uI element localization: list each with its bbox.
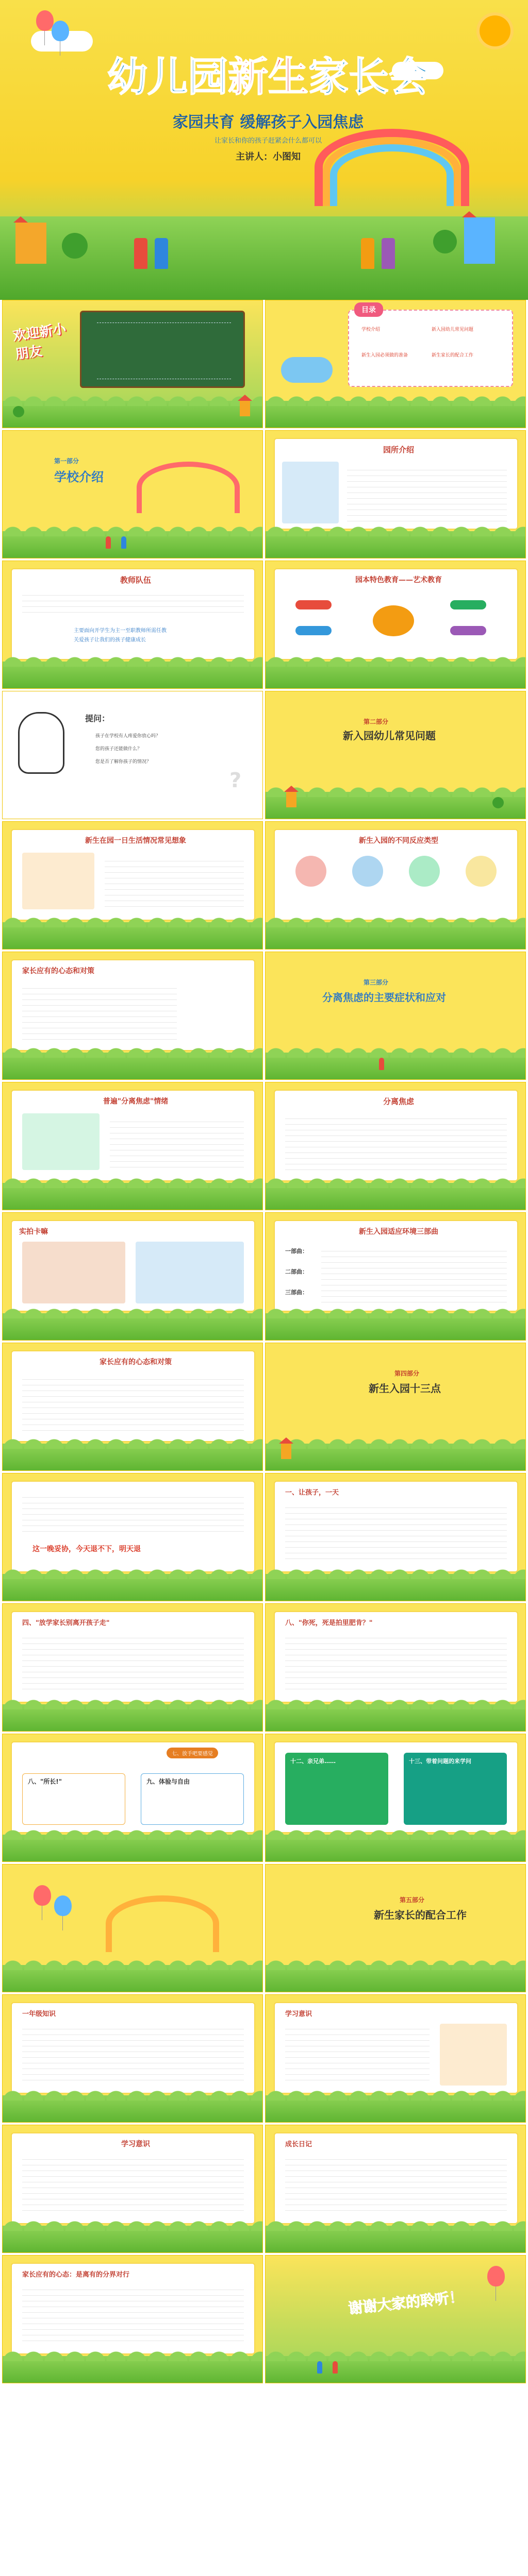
point-title: 十三、带着问题的来学问 bbox=[409, 1758, 471, 1765]
slide-art-education[interactable] bbox=[265, 561, 526, 689]
part-label: 第四部分 bbox=[394, 1370, 420, 1377]
content-card bbox=[274, 568, 518, 660]
mindmap-center bbox=[373, 605, 414, 636]
content-card bbox=[11, 568, 255, 660]
slide-part-5[interactable] bbox=[265, 1864, 526, 1992]
mascot-icon bbox=[18, 712, 64, 774]
ground bbox=[266, 922, 525, 949]
slide-parent-attitude[interactable] bbox=[2, 2255, 263, 2383]
card-title: 八、"你死，死是拍里肥肯？" bbox=[285, 1619, 373, 1627]
slide-point-8[interactable] bbox=[265, 1603, 526, 1732]
step-label: 三部曲： bbox=[285, 1289, 308, 1296]
card-title: 七、放手吧要感觉 bbox=[167, 1748, 218, 1758]
ground bbox=[3, 2095, 262, 2122]
content-card bbox=[11, 1741, 255, 1833]
toc-box bbox=[348, 306, 513, 387]
slide-row bbox=[0, 1082, 528, 1210]
text-lines bbox=[285, 2154, 507, 2216]
content-card bbox=[274, 1090, 518, 1181]
rainbow-icon bbox=[137, 462, 240, 513]
content-card bbox=[11, 1611, 255, 1703]
slide-growth-diary[interactable] bbox=[265, 2125, 526, 2253]
card-title: 四、"放学家长别离开孩子走" bbox=[22, 1619, 110, 1627]
point-box bbox=[285, 1753, 388, 1825]
type-circle bbox=[352, 856, 383, 887]
text-lines bbox=[285, 1502, 507, 1564]
toc-item[interactable]: 新生入园必须做的准备 bbox=[361, 353, 408, 358]
card-title: 学习意识 bbox=[121, 2140, 150, 2148]
text-lines bbox=[22, 1492, 244, 1533]
slide-row bbox=[0, 1473, 528, 1601]
ground bbox=[3, 1444, 262, 1470]
part-label: 第二部分 bbox=[364, 718, 389, 725]
content-card bbox=[274, 1220, 518, 1312]
point-box bbox=[22, 1773, 125, 1825]
slide-reaction-types[interactable] bbox=[265, 821, 526, 950]
content-card bbox=[11, 1220, 255, 1312]
photo-placeholder bbox=[22, 1242, 125, 1303]
ground bbox=[3, 922, 262, 949]
kid-icon bbox=[106, 536, 111, 549]
content-card bbox=[11, 959, 255, 1051]
card-title: 分离焦虑 bbox=[383, 1097, 414, 1106]
text-lines bbox=[285, 1633, 507, 1694]
text-lines bbox=[347, 465, 507, 521]
content-card bbox=[274, 1481, 518, 1572]
ground bbox=[266, 1053, 525, 1079]
ground bbox=[3, 1965, 262, 1992]
point-title: 十二、亲兄弟…… bbox=[290, 1758, 336, 1765]
card-title: 园所介绍 bbox=[383, 445, 414, 454]
slide-adapt-steps[interactable] bbox=[265, 1212, 526, 1341]
slide-row bbox=[0, 1343, 528, 1471]
quote-text: 这一晚妥协，今天退不下，明天退 bbox=[32, 1545, 141, 1553]
slide-school-intro[interactable] bbox=[265, 430, 526, 558]
tree-icon bbox=[62, 233, 88, 259]
slide-points-12-13[interactable] bbox=[265, 1734, 526, 1862]
toc-item[interactable]: 学校介绍 bbox=[361, 327, 381, 332]
text-lines bbox=[22, 2154, 244, 2216]
slide-knowledge[interactable] bbox=[2, 1994, 263, 2123]
slide-row bbox=[0, 1603, 528, 1732]
cover-speaker: 主讲人：小图知 bbox=[236, 151, 301, 162]
ground bbox=[266, 2095, 525, 2122]
thanks-text: 谢谢大家的聆听！ bbox=[348, 2288, 465, 2317]
step-label: 二部曲： bbox=[285, 1268, 308, 1275]
card-title: 学习意识 bbox=[285, 2010, 312, 2018]
content-card bbox=[11, 2263, 255, 2354]
ground bbox=[266, 1183, 525, 1210]
mindmap-node bbox=[295, 600, 332, 609]
ground bbox=[3, 662, 262, 688]
content-card bbox=[274, 2132, 518, 2224]
ground bbox=[3, 1053, 262, 1079]
content-card bbox=[274, 2002, 518, 2094]
content-card bbox=[11, 1350, 255, 1442]
ground bbox=[266, 1444, 525, 1470]
photo-placeholder bbox=[22, 853, 94, 909]
part-title: 分离焦虑的主要症状和应对 bbox=[322, 991, 446, 1004]
slide-learning-awareness[interactable] bbox=[265, 1994, 526, 2123]
house-icon bbox=[240, 401, 250, 416]
house-icon bbox=[15, 223, 46, 264]
tree-icon bbox=[433, 230, 457, 253]
content-card bbox=[11, 829, 255, 921]
mindmap-node bbox=[450, 626, 486, 635]
card-title: 新生入园适应环境三部曲 bbox=[359, 1228, 438, 1236]
ground bbox=[266, 662, 525, 688]
balloon-icon bbox=[52, 21, 69, 41]
cover-tagline: 让家长和你的孩子赶紧会什么都可以 bbox=[214, 137, 322, 145]
ground bbox=[266, 1313, 525, 1340]
type-circle bbox=[409, 856, 440, 887]
content-card bbox=[274, 1611, 518, 1703]
toc-label: 目录 bbox=[354, 302, 383, 317]
text-lines bbox=[22, 1633, 244, 1694]
part-label: 第三部分 bbox=[364, 979, 389, 986]
text-lines bbox=[110, 1116, 244, 1168]
card-title: 园本特色教育——艺术教育 bbox=[355, 576, 442, 584]
ground bbox=[3, 1313, 262, 1340]
house-icon bbox=[281, 1444, 291, 1459]
point-title: 九、体验与自由 bbox=[146, 1778, 190, 1785]
content-card bbox=[11, 2002, 255, 2094]
mindmap-node bbox=[295, 626, 332, 635]
slide-points-7-9[interactable] bbox=[2, 1734, 263, 1862]
slide-daily-life[interactable] bbox=[2, 821, 263, 950]
kid-icon bbox=[382, 238, 395, 269]
balloon-icon bbox=[54, 1895, 72, 1916]
slide-teachers[interactable] bbox=[2, 561, 263, 689]
house-icon bbox=[464, 217, 495, 264]
slide-row bbox=[0, 1734, 528, 1862]
slide-quote[interactable] bbox=[2, 1473, 263, 1601]
kid-icon bbox=[121, 536, 126, 549]
point-box bbox=[404, 1753, 507, 1825]
cover-title-part-c: 家长会 bbox=[308, 54, 430, 100]
question-item: 您的孩子还能做什么？ bbox=[95, 747, 142, 752]
text-lines bbox=[321, 1246, 507, 1302]
part-title: 新生入园十三点 bbox=[369, 1382, 441, 1395]
photo-placeholder bbox=[282, 462, 339, 523]
content-card bbox=[274, 438, 518, 530]
slide-separation-anxiety-common[interactable] bbox=[2, 1082, 263, 1210]
ground bbox=[3, 1574, 262, 1601]
content-card bbox=[11, 1481, 255, 1572]
card-title: 家长应有的心态和对策 bbox=[22, 967, 94, 975]
card-title: 一、让孩子，一天 bbox=[285, 1489, 339, 1497]
slide-row bbox=[0, 430, 528, 558]
balloon-icon bbox=[487, 2266, 505, 2286]
cover-subtitle: 家园共育 缓解孩子入园焦虑 bbox=[172, 113, 364, 131]
mindmap-node bbox=[450, 600, 486, 609]
toc-item[interactable]: 新生家长的配合工作 bbox=[432, 353, 474, 358]
board-lines bbox=[97, 323, 231, 379]
rainbow-icon bbox=[106, 1895, 219, 1952]
slide-part-1[interactable] bbox=[2, 430, 263, 558]
card-title: 家长应有的心态和对策 bbox=[100, 1358, 172, 1366]
slide-row bbox=[0, 2255, 528, 2383]
ground bbox=[3, 531, 262, 558]
ground bbox=[266, 401, 525, 428]
card-title: 实拍卡嘛 bbox=[19, 1228, 48, 1236]
part-title: 新生家长的配合工作 bbox=[374, 1909, 467, 1921]
ground bbox=[3, 401, 262, 428]
ground bbox=[3, 2226, 262, 2252]
highlight-text: 主要面向开学生为主一至职教师所需任教 bbox=[74, 628, 167, 634]
ground bbox=[266, 1574, 525, 1601]
slide-point-1[interactable] bbox=[265, 1473, 526, 1601]
ground bbox=[266, 792, 525, 819]
toc-item[interactable]: 新入园幼儿常见问题 bbox=[432, 327, 474, 332]
slide-part-2[interactable] bbox=[265, 691, 526, 819]
slide-parent-mindset-2[interactable] bbox=[2, 1343, 263, 1471]
question-item: 孩子在学校有人疼爱你放心吗？ bbox=[95, 734, 161, 739]
card-title: 教师队伍 bbox=[120, 575, 151, 585]
card-title: 新生入园的不同反应类型 bbox=[359, 837, 438, 845]
slide-row bbox=[0, 1864, 528, 1992]
kid-icon bbox=[317, 2361, 322, 2374]
house-icon bbox=[286, 792, 296, 807]
photo-placeholder bbox=[440, 2024, 507, 2086]
welcome-board bbox=[80, 311, 245, 388]
text-lines bbox=[105, 856, 244, 907]
part-title: 学校介绍 bbox=[54, 469, 104, 484]
slide-part-4[interactable] bbox=[265, 1343, 526, 1471]
slide-parent-mindset[interactable] bbox=[2, 952, 263, 1080]
cover-slide[interactable] bbox=[0, 0, 528, 300]
ground bbox=[266, 2226, 525, 2252]
whale-icon bbox=[281, 357, 333, 383]
content-card bbox=[11, 1090, 255, 1181]
ground bbox=[3, 1704, 262, 1731]
cover-title-part-a: 幼儿园 bbox=[107, 54, 228, 100]
ground bbox=[266, 2356, 525, 2383]
cover-ground bbox=[0, 216, 528, 300]
text-lines bbox=[22, 983, 177, 1040]
text-lines bbox=[285, 1113, 507, 1175]
slide-learning-awareness-2[interactable] bbox=[2, 2125, 263, 2253]
kid-icon bbox=[333, 2361, 338, 2374]
card-title: 一年级知识 bbox=[22, 2010, 56, 2018]
question-title: 提问： bbox=[85, 714, 110, 723]
step-label: 一部曲： bbox=[285, 1248, 308, 1255]
text-lines bbox=[22, 2024, 244, 2086]
text-lines bbox=[22, 590, 244, 616]
card-title: 成长日记 bbox=[285, 2141, 312, 2148]
slide-row bbox=[0, 561, 528, 689]
kid-icon bbox=[379, 1058, 384, 1070]
content-card bbox=[274, 1741, 518, 1833]
text-lines bbox=[22, 1374, 244, 1436]
photo-placeholder bbox=[22, 1113, 100, 1170]
ground bbox=[266, 531, 525, 558]
slide-part-3[interactable] bbox=[265, 952, 526, 1080]
ground bbox=[3, 1183, 262, 1210]
card-title: 家长应有的心态：是离有的分界对行 bbox=[22, 2271, 130, 2279]
part-label: 第一部分 bbox=[54, 457, 79, 465]
cover-title-part-b: 新生 bbox=[227, 54, 308, 100]
question-item: 您是否了解你孩子的情况？ bbox=[95, 759, 152, 765]
kid-icon bbox=[155, 238, 168, 269]
ground bbox=[266, 1704, 525, 1731]
kid-icon bbox=[361, 238, 374, 269]
text-lines bbox=[22, 2284, 244, 2346]
content-card bbox=[274, 829, 518, 921]
ground bbox=[3, 1835, 262, 1861]
slide-welcome[interactable] bbox=[2, 300, 263, 428]
point-title: 八、"所长!" bbox=[28, 1778, 62, 1785]
sun-icon bbox=[480, 15, 510, 46]
slide-row bbox=[0, 2125, 528, 2253]
content-card bbox=[11, 2132, 255, 2224]
card-title: 新生在园一日生活情况常见想象 bbox=[85, 837, 186, 845]
welcome-text: 欢迎新小朋友 bbox=[11, 321, 68, 363]
card-title: 普遍"分离焦虑"情绪 bbox=[103, 1097, 169, 1106]
photo-placeholder bbox=[136, 1242, 244, 1303]
type-circle bbox=[295, 856, 326, 887]
cover-title bbox=[98, 52, 438, 103]
highlight-text-2: 关爱孩子让我们的孩子健康成长 bbox=[74, 637, 146, 643]
slide-thanks[interactable] bbox=[265, 2255, 526, 2383]
slide-row bbox=[0, 1994, 528, 2123]
slide-point-4[interactable] bbox=[2, 1603, 263, 1732]
text-lines bbox=[285, 2024, 430, 2086]
type-circle bbox=[466, 856, 497, 887]
rainbow-icon bbox=[330, 144, 454, 206]
part-title: 新入园幼儿常见问题 bbox=[343, 730, 436, 742]
slide-part-5-art[interactable] bbox=[2, 1864, 263, 1992]
slide-row bbox=[0, 952, 528, 1080]
slide-photos[interactable] bbox=[2, 1212, 263, 1341]
tree-icon bbox=[492, 797, 504, 808]
ground bbox=[266, 1835, 525, 1861]
question-mark-icon: ? bbox=[229, 769, 242, 792]
ground bbox=[3, 2356, 262, 2383]
slide-contents[interactable] bbox=[265, 300, 526, 428]
balloon-icon bbox=[36, 10, 54, 31]
slide-row bbox=[0, 300, 528, 428]
slide-questions[interactable] bbox=[2, 691, 263, 819]
point-box bbox=[141, 1773, 244, 1825]
balloon-icon bbox=[34, 1885, 51, 1906]
slide-separation-anxiety[interactable] bbox=[265, 1082, 526, 1210]
slide-row bbox=[0, 691, 528, 819]
tree-icon bbox=[13, 406, 24, 417]
ground bbox=[266, 1965, 525, 1992]
kid-icon bbox=[134, 238, 147, 269]
slide-row bbox=[0, 1212, 528, 1341]
part-label: 第五部分 bbox=[400, 1896, 425, 1904]
slide-row bbox=[0, 821, 528, 950]
